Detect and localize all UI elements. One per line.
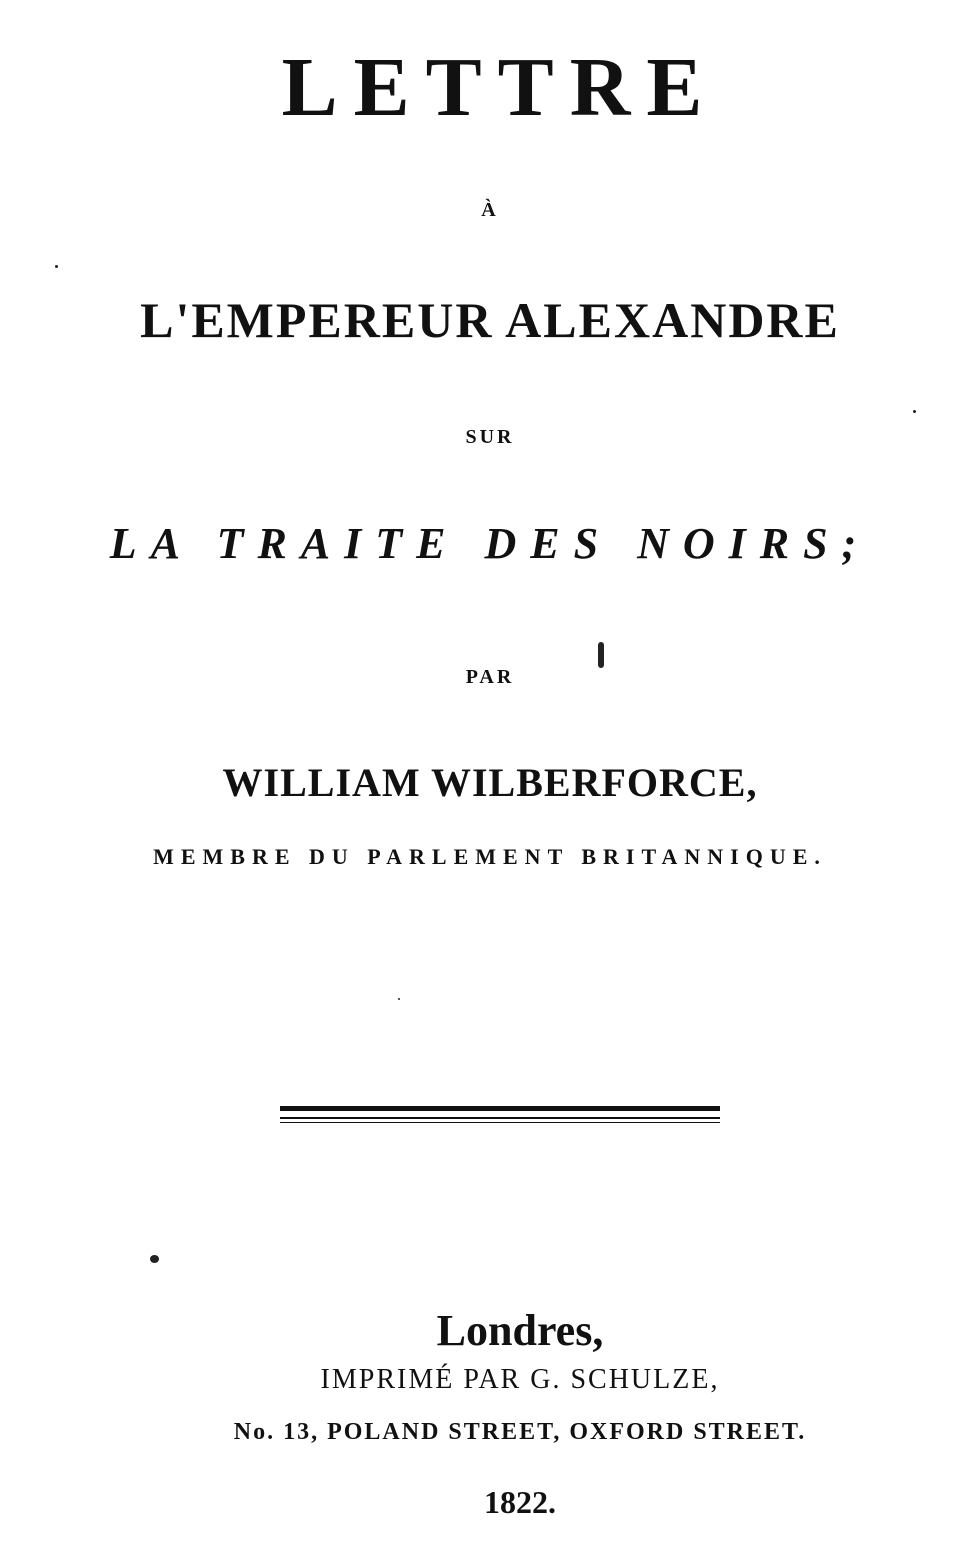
rule-thick-line	[280, 1106, 720, 1111]
imprint-printer: IMPRIMÉ PAR G. SCHULZE,	[320, 1364, 720, 1395]
rule-thin-line	[280, 1117, 720, 1119]
title: LETTRE	[281, 41, 719, 134]
double-rule-divider	[280, 1106, 720, 1126]
recipient: L'EMPEREUR ALEXANDRE	[140, 292, 840, 348]
ink-speck	[55, 265, 58, 268]
author-name: WILLIAM WILBERFORCE,	[222, 760, 758, 805]
ink-speck	[913, 410, 916, 413]
ink-speck	[398, 998, 400, 1000]
ink-speck	[598, 642, 604, 668]
imprint-year: 1822.	[484, 1484, 556, 1520]
rule-hairline	[280, 1122, 720, 1123]
preposition-on: SUR	[465, 426, 515, 448]
preposition-by: PAR	[465, 666, 515, 688]
ink-speck	[150, 1255, 159, 1263]
imprint-place: Londres,	[436, 1306, 604, 1355]
subject: LA TRAITE DES NOIRS;	[109, 519, 871, 568]
preposition-to: À	[481, 199, 499, 221]
imprint-address: No. 13, POLAND STREET, OXFORD STREET.	[233, 1419, 807, 1445]
author-role: MEMBRE DU PARLEMENT BRITANNIQUE.	[153, 844, 827, 869]
